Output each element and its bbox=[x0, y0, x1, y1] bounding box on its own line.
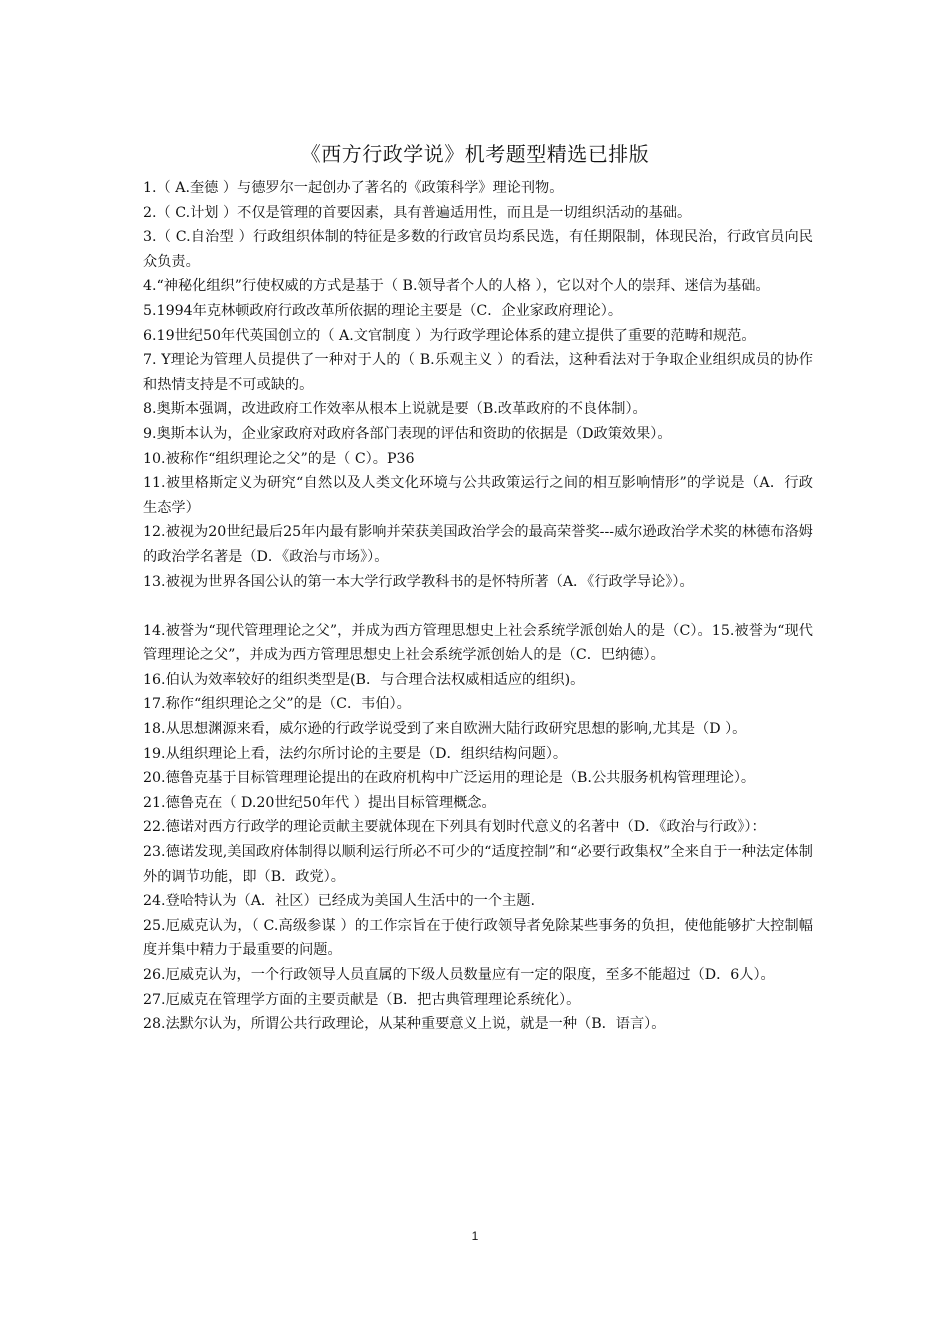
paragraph-5: 5.1994年克林顿政府行政改革所依据的理论主要是（C．企业家政府理论）。 bbox=[143, 302, 623, 319]
page-number: 1 bbox=[471, 1229, 479, 1243]
paragraph-16: 16.伯认为效率较好的组织类型是(B．与合理合法权威相适应的组织)。 bbox=[143, 671, 585, 688]
paragraph-23: 23.德诺发现,美国政府体制得以顺利运行所必不可少的“适度控制”和“必要行政集权”全来自于一种法定体制外的调节功能，即（B．政党）。 bbox=[143, 844, 813, 885]
paragraph-12: 12.被视为20世纪最后25年内最有影响并荣获美国政治学会的最高荣誉奖---威尔逊政治学术奖的林德布洛姆的政治学名著是（D．《政治与市场》）。 bbox=[143, 524, 813, 565]
paragraph-9: 9.奥斯本认为，企业家政府对政府各部门表现的评估和资助的依据是（D政策效果）。 bbox=[143, 425, 672, 442]
document-title: 《西方行政学说》机考题型精选已排版 bbox=[300, 142, 650, 166]
document-body bbox=[143, 176, 813, 1037]
paragraph-2: 2.（ C.计划 ）不仅是管理的首要因素，具有普遍适用性，而且是一切组织活动的基础。 bbox=[143, 204, 692, 221]
paragraph-25: 25.厄威克认为，（ C.高级参谋 ）的工作宗旨在于使行政领导者免除某些事务的负担，使他能够扩大控制幅度并集中精力于最重要的问题。 bbox=[143, 917, 813, 959]
paragraph-8: 8.奥斯本强调，改进政府工作效率从根本上说就是要（B.改革政府的不良体制）。 bbox=[143, 401, 647, 418]
paragraph-3: 3.（ C.自治型 ）行政组织体制的特征是多数的行政官员均系民选，有任期限制，体现民治，行政官员向民众负责。 bbox=[143, 229, 813, 270]
paragraph-6: 6.19世纪50年代英国创立的（ A.文官制度 ）为行政学理论体系的建立提供了重要的范畴和规范。 bbox=[143, 327, 756, 344]
paragraph-19: 19.从组织理论上看，法约尔所讨论的主要是（D．组织结构问题）。 bbox=[143, 745, 568, 762]
paragraph-17: 17.称作“组织理论之父”的是（C．韦伯）。 bbox=[143, 696, 411, 713]
paragraph-4: 4.“神秘化组织”行使权威的方式是基于（ B.领导者个人的人格 ），它以对个人的崇拜、迷信为基础。 bbox=[143, 278, 770, 295]
paragraph-24: 24.登哈特认为（A．社区）已经成为美国人生活中的一个主题. bbox=[143, 893, 536, 910]
paragraph-7: 7. Y理论为管理人员提供了一种对于人的（ B.乐观主义 ）的看法，这种看法对于争取企业组织成员的协作和热情支持是不可或缺的。 bbox=[143, 352, 813, 393]
paragraph-11: 11.被里格斯定义为研究“自然以及人类文化环境与公共政策运行之间的相互影响情形”的学说是（A．行政生态学） bbox=[143, 475, 813, 516]
paragraph-28: 28.法默尔认为，所谓公共行政理论，从某种重要意义上说，就是一种（B．语言）。 bbox=[143, 1016, 666, 1033]
paragraph-27: 27.厄威克在管理学方面的主要贡献是（B．把古典管理理论系统化）。 bbox=[143, 991, 581, 1008]
paragraph-14: 14.被誉为“现代管理理论之父”，并成为西方管理思想史上社会系统学派创始人的是（C）。15.被誉为“现代管理理论之父”，并成为西方管理思想史上社会系统学派创始人的是（C．巴纳德）。 bbox=[143, 622, 813, 664]
paragraph-13: 13.被视为世界各国公认的第一本大学行政学教科书的是怀特所著（A．《行政学导论》）。 bbox=[143, 573, 694, 590]
paragraph-21: 21.德鲁克在（ D.20世纪50年代 ）提出目标管理概念。 bbox=[143, 794, 496, 811]
paragraph-10: 10.被称作“组织理论之父”的是（ C）。P36 bbox=[143, 450, 415, 467]
paragraph-18: 18.从思想渊源来看，威尔逊的行政学说受到了来自欧洲大陆行政研究思想的影响,尤其是（D ）。 bbox=[143, 721, 747, 738]
paragraph-22: 22.德诺对西方行政学的理论贡献主要就体现在下列具有划时代意义的名著中（D．《政治与行政》）： bbox=[143, 819, 766, 836]
paragraph-1: 1.（ A.奎德 ）与德罗尔一起创办了著名的《政策科学》理论刊物。 bbox=[143, 180, 564, 196]
paragraph-20: 20.德鲁克基于目标管理理论提出的在政府机构中广泛运用的理论是（B.公共服务机构管理理论）。 bbox=[143, 770, 756, 787]
paragraph-26: 26.厄威克认为，一个行政领导人员直属的下级人员数量应有一定的限度，至多不能超过（D．6人）。 bbox=[143, 967, 775, 983]
